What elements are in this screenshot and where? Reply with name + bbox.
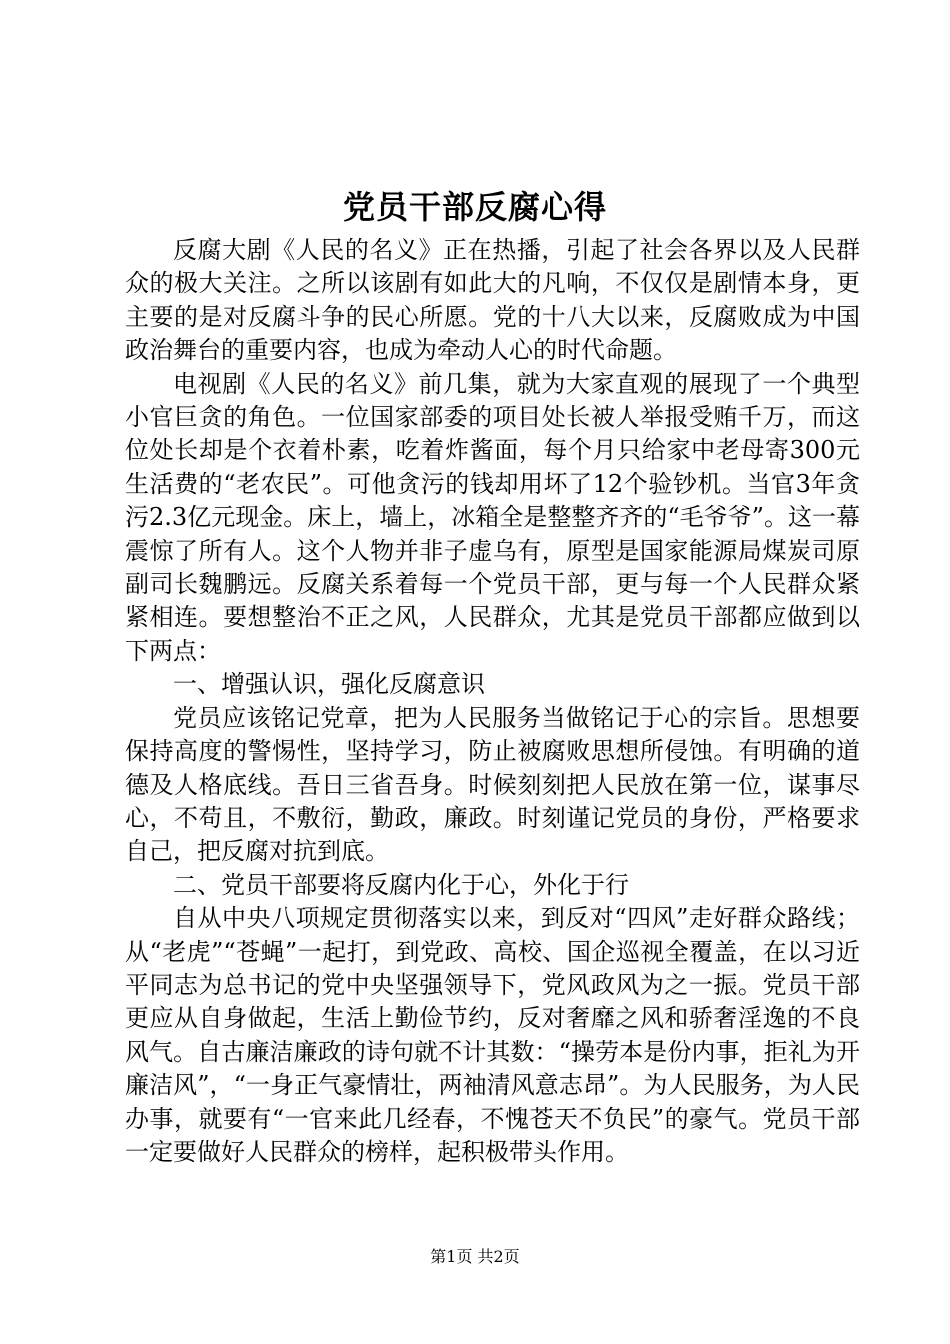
section-heading-2: 二、党员干部要将反腐内化于心，外化于行 — [173, 870, 629, 899]
paragraph-intro: 反腐大剧《人民的名义》正在热播，引起了社会各界以及人民群众的极大关注。之所以该剧有如此大的凡响，不仅仅是剧情本身，更主要的是对反腐斗争的民心所愿。党的十八大以来，反腐败成为中国政治舞台的重要内容，也成为牵动人心的时代命题。 — [125, 236, 860, 365]
document-body — [125, 234, 860, 1169]
paragraph-section-1: 党员应该铭记党章，把为人民服务当做铭记于心的宗旨。思想要保持高度的警惕性，坚持学习，防止被腐败思想所侵蚀。有明确的道德及人格底线。吾日三省吾身。时候刻刻把人民放在第一位，谋事尽心，不苟且，不敷衍，勤政，廉政。时刻谨记党员的身份，严格要求自己，把反腐对抗到底。 — [125, 703, 860, 866]
section-heading-1: 一、增强认识，强化反腐意识 — [173, 670, 485, 699]
paragraph-tv-drama: 电视剧《人民的名义》前几集，就为大家直观的展现了一个典型小官巨贪的角色。一位国家部委的项目处长被人举报受贿千万，而这位处长却是个衣着朴素，吃着炸酱面，每个月只给家中老母寄300元生活费的“老农民”。可他贪污的钱却用坏了12个验钞机。当官3年贪污2.3亿元现金。床上，墙上，冰箱全是整整齐齐的“毛爷爷”。这一幕震惊了所有人。这个人物并非子虚乌有，原型是国家能源局煤炭司原副司长魏鹏远。反腐关系着每一个党员干部，更与每一个人民群众紧紧相连。要想整治不正之风，人民群众，尤其是党员干部都应做到以下两点： — [125, 369, 860, 665]
paragraph-section-2: 自从中央八项规定贯彻落实以来，到反对“四风”走好群众路线；从“老虎”“苍蝇”一起打，到党政、高校、国企巡视全覆盖，在以习近平同志为总书记的党中央坚强领导下，党风政风为之一振。党员干部更应从自身做起，生活上勤俭节约，反对奢靡之风和骄奢淫逸的不良风气。自古廉洁廉政的诗句就不计其数：“操劳本是份内事，拒礼为开廉洁风”，“一身正气豪情壮，两袖清风意志昂”。为人民服务，为人民办事，就要有“一官来此几经春，不愧苍天不负民”的豪气。党员干部一定要做好人民群众的榜样，起积极带头作用。 — [125, 904, 860, 1166]
page-number-footer: 第1页 共2页 — [430, 1247, 520, 1266]
document-title: 党员干部反腐心得 — [342, 188, 607, 226]
